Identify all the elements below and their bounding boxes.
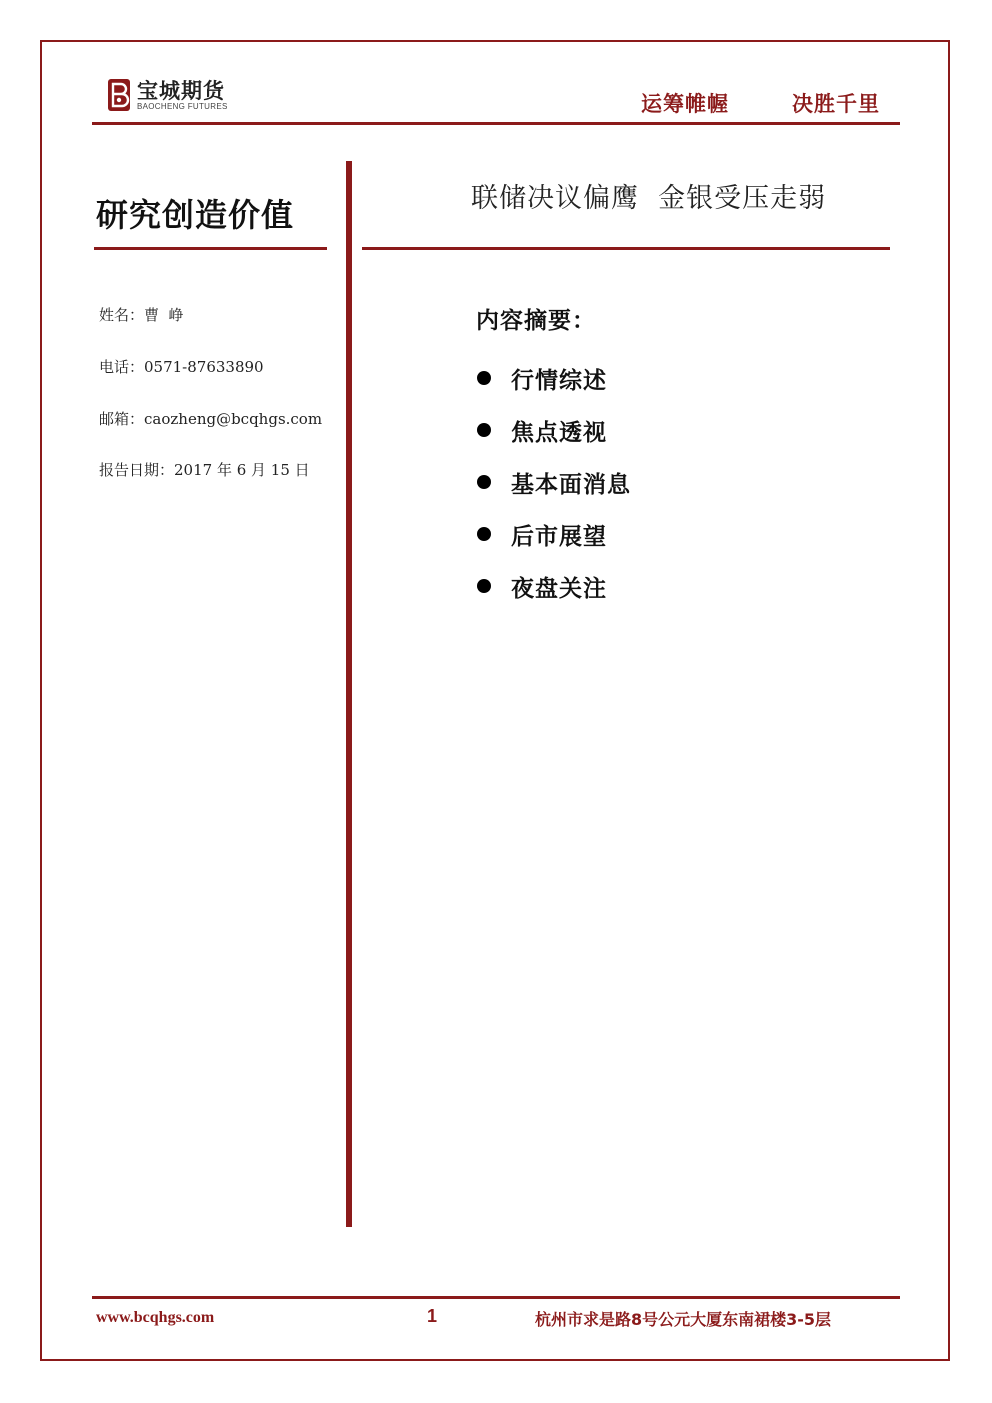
summary-list: [476, 352, 631, 612]
bullet-dot-icon: [477, 475, 491, 489]
summary-item: [476, 404, 631, 456]
left-title-underline: [94, 247, 327, 250]
bullet-dot-icon: [477, 371, 491, 385]
summary-item-label: 夜盘关注: [511, 575, 607, 602]
report-title-underline: [362, 247, 890, 250]
summary-item: [476, 560, 631, 612]
report-date: 报告日期：2017 年 6 月 15 日: [99, 461, 310, 479]
author-name: 姓名：曹 峥: [99, 306, 184, 324]
summary-item-label: 焦点透视: [511, 419, 607, 446]
left-title: 研究创造价值: [96, 196, 295, 234]
bullet-dot-icon: [477, 527, 491, 541]
page-number: 1: [427, 1306, 438, 1326]
report-title: 联储决议偏鹰 金银受压走弱: [471, 183, 827, 214]
logo-english-name: BAOCHENG FUTURES: [137, 101, 228, 111]
summary-item-label: 行情综述: [511, 367, 607, 394]
summary-item-label: 基本面消息: [511, 471, 631, 498]
logo-chinese-name: 宝城期货: [137, 77, 225, 103]
author-email: 邮箱：caozheng@bcqhgs.com: [99, 410, 323, 428]
company-logo: [107, 78, 228, 112]
slogan-right: 决胜千里: [792, 92, 880, 116]
author-phone: 电话：0571-87633890: [99, 358, 264, 376]
bullet-dot-icon: [477, 423, 491, 437]
summary-heading: 内容摘要：: [476, 308, 596, 334]
bullet-dot-icon: [477, 579, 491, 593]
baocheng-logo-icon: [107, 78, 131, 112]
page-border: [40, 40, 950, 1361]
slogan-left: 运筹帷幄: [641, 92, 729, 116]
header-divider: [92, 122, 900, 125]
column-divider: [346, 161, 352, 1227]
summary-item-label: 后市展望: [511, 523, 607, 550]
summary-item: [476, 508, 631, 560]
summary-item: [476, 352, 631, 404]
summary-item: [476, 456, 631, 508]
footer-website-link[interactable]: www.bcqhgs.com: [96, 1309, 215, 1326]
footer-address: 杭州市求是路8号公元大厦东南裙楼3-5层: [535, 1310, 832, 1329]
footer-divider: [92, 1296, 900, 1299]
